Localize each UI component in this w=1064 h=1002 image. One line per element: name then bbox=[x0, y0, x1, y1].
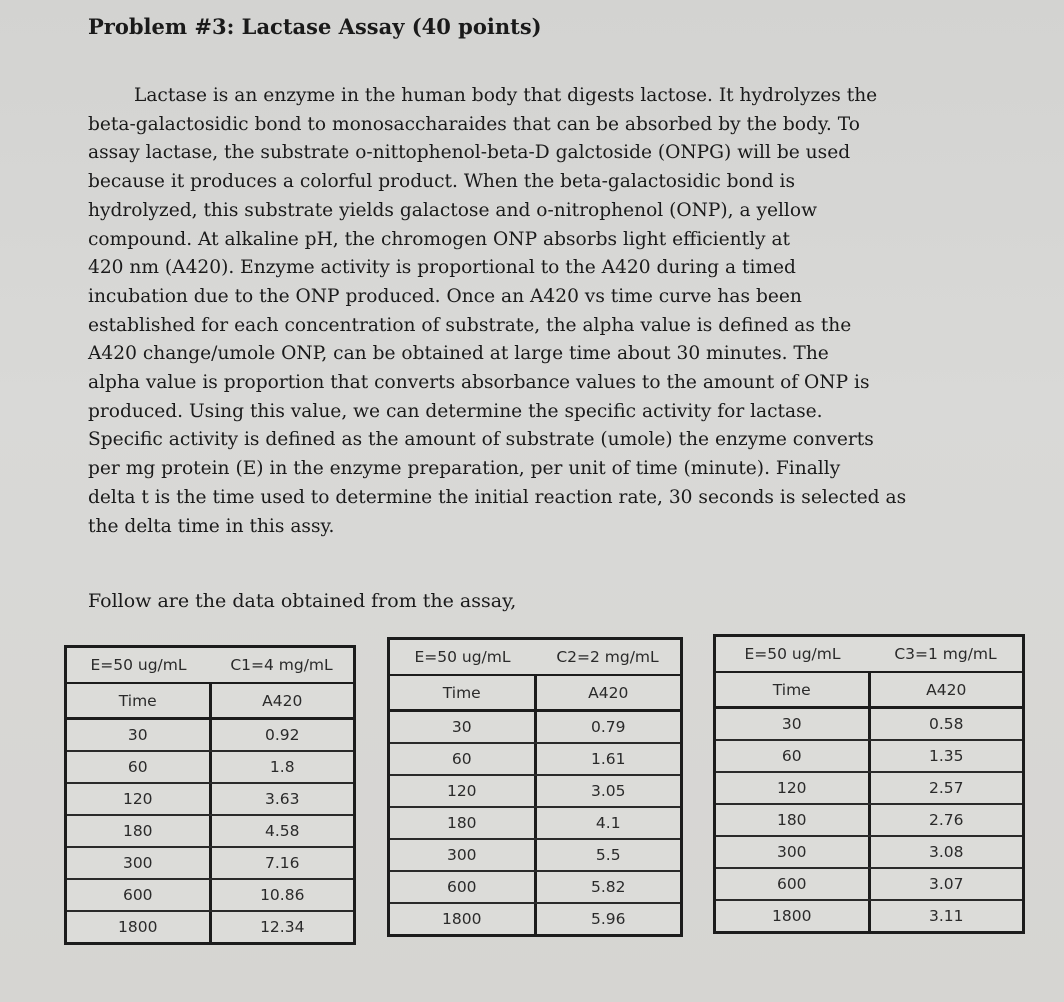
paragraph-line: the delta time in this assy. bbox=[88, 515, 335, 537]
column-header-a420: A420 bbox=[262, 691, 303, 710]
a420-cell: 3.05 bbox=[590, 782, 626, 800]
table-row bbox=[67, 848, 353, 880]
time-cell: 60 bbox=[390, 744, 537, 774]
time-cell: 600 bbox=[390, 872, 537, 902]
time-cell: 60 bbox=[716, 741, 871, 771]
follow-text: Follow are the data obtained from the assay, bbox=[88, 590, 517, 612]
paragraph-line: incubation due to the ONP produced. Once an A420 vs time curve has been bbox=[88, 285, 802, 307]
paragraph-line: hydrolyzed, this substrate yields galactose and o-nitrophenol (ONP), a yellow bbox=[88, 199, 817, 221]
a420-cell: 2.76 bbox=[928, 811, 964, 829]
a420-cell: 3.63 bbox=[264, 790, 300, 808]
concentration-label: C3=1 mg/mL bbox=[894, 645, 997, 663]
column-header-a420: A420 bbox=[588, 683, 629, 702]
time-cell: 60 bbox=[67, 752, 212, 782]
a420-cell: 12.34 bbox=[260, 918, 305, 936]
table-header bbox=[390, 640, 680, 676]
paragraph-line: because it produces a colorful product. When the beta-galactosidic bond is bbox=[88, 171, 796, 193]
time-cell: 30 bbox=[390, 712, 537, 742]
a420-cell: 3.07 bbox=[928, 875, 964, 893]
problem-paragraph bbox=[88, 82, 973, 541]
paragraph-line: A420 change/umole ONP, can be obtained at large time about 30 minutes. The bbox=[88, 343, 829, 365]
table-row bbox=[390, 744, 680, 776]
time-cell: 30 bbox=[67, 720, 212, 750]
table-row bbox=[390, 872, 680, 904]
time-cell: 180 bbox=[390, 808, 537, 838]
paragraph-line: established for each concentration of substrate, the alpha value is defined as the bbox=[88, 314, 852, 336]
time-cell: 1800 bbox=[390, 904, 537, 934]
time-cell: 1800 bbox=[716, 901, 871, 931]
table-header bbox=[716, 637, 1022, 673]
time-cell: 600 bbox=[716, 869, 871, 899]
table-row bbox=[390, 808, 680, 840]
paragraph-line: Specific activity is defined as the amount of substrate (umole) the enzyme converts bbox=[88, 429, 874, 451]
a420-cell: 0.92 bbox=[264, 726, 300, 744]
a420-cell: 5.5 bbox=[595, 846, 621, 864]
a420-cell: 1.35 bbox=[928, 747, 964, 765]
time-cell: 1800 bbox=[67, 912, 212, 942]
column-header-time: Time bbox=[716, 673, 871, 706]
a420-cell: 3.11 bbox=[928, 907, 964, 925]
time-cell: 300 bbox=[67, 848, 212, 878]
time-cell: 120 bbox=[716, 773, 871, 803]
problem-title: Problem #3: Lactase Assay (40 points) bbox=[88, 14, 542, 39]
table-row bbox=[390, 840, 680, 872]
column-headers bbox=[716, 673, 1022, 709]
a420-cell: 10.86 bbox=[260, 886, 305, 904]
data-table-c2 bbox=[387, 637, 683, 937]
a420-cell: 5.82 bbox=[590, 878, 626, 896]
table-row bbox=[67, 912, 353, 942]
table-row bbox=[67, 784, 353, 816]
time-cell: 120 bbox=[390, 776, 537, 806]
paragraph-line: alpha value is proportion that converts absorbance values to the amount of ONP is bbox=[88, 372, 870, 394]
table-row bbox=[716, 805, 1022, 837]
a420-cell: 1.61 bbox=[590, 750, 626, 768]
paragraph-line: per mg protein (E) in the enzyme preparation, per unit of time (minute). Finally bbox=[88, 458, 841, 480]
column-header-time: Time bbox=[67, 684, 212, 717]
table-row bbox=[390, 904, 680, 934]
data-table-c1 bbox=[64, 645, 356, 945]
data-table-c3 bbox=[713, 634, 1025, 934]
concentration-label: C1=4 mg/mL bbox=[230, 656, 333, 674]
table-row bbox=[67, 816, 353, 848]
table-header bbox=[67, 648, 353, 684]
table-row bbox=[716, 837, 1022, 869]
paragraph-line: 420 nm (A420). Enzyme activity is proportional to the A420 during a timed bbox=[88, 257, 796, 279]
time-cell: 300 bbox=[390, 840, 537, 870]
table-row bbox=[716, 869, 1022, 901]
paragraph-line: delta t is the time used to determine the initial reaction rate, 30 seconds is selected as bbox=[88, 486, 907, 508]
a420-cell: 2.57 bbox=[928, 779, 964, 797]
paragraph-line: beta-galactosidic bond to monosaccharaides that can be absorbed by the body. To bbox=[88, 113, 860, 135]
a420-cell: 4.58 bbox=[264, 822, 300, 840]
table-row bbox=[716, 709, 1022, 741]
concentration-label: C2=2 mg/mL bbox=[556, 648, 659, 666]
column-headers bbox=[67, 684, 353, 720]
time-cell: 180 bbox=[716, 805, 871, 835]
paragraph-line: assay lactase, the substrate o-nittophenol-beta-D galctoside (ONPG) will be used bbox=[88, 142, 851, 164]
time-cell: 30 bbox=[716, 709, 871, 739]
table-row bbox=[67, 880, 353, 912]
paragraph-line: Lactase is an enzyme in the human body that digests lactose. It hydrolyzes the bbox=[134, 85, 878, 106]
a420-cell: 5.96 bbox=[590, 910, 626, 928]
time-cell: 180 bbox=[67, 816, 212, 846]
time-cell: 600 bbox=[67, 880, 212, 910]
a420-cell: 7.16 bbox=[264, 854, 300, 872]
enzyme-label: E=50 ug/mL bbox=[744, 645, 841, 663]
column-header-a420: A420 bbox=[926, 680, 967, 699]
time-cell: 300 bbox=[716, 837, 871, 867]
table-row bbox=[67, 752, 353, 784]
table-row bbox=[716, 901, 1022, 931]
table-row bbox=[716, 741, 1022, 773]
time-cell: 120 bbox=[67, 784, 212, 814]
table-row bbox=[67, 720, 353, 752]
enzyme-label: E=50 ug/mL bbox=[414, 648, 511, 666]
a420-cell: 4.1 bbox=[595, 814, 621, 832]
table-row bbox=[716, 773, 1022, 805]
a420-cell: 3.08 bbox=[928, 843, 964, 861]
column-headers bbox=[390, 676, 680, 712]
enzyme-label: E=50 ug/mL bbox=[90, 656, 187, 674]
column-header-time: Time bbox=[390, 676, 537, 709]
table-row bbox=[390, 776, 680, 808]
paragraph-line: compound. At alkaline pH, the chromogen ONP absorbs light efficiently at bbox=[88, 228, 790, 250]
a420-cell: 0.58 bbox=[928, 715, 964, 733]
a420-cell: 0.79 bbox=[590, 718, 626, 736]
table-row bbox=[390, 712, 680, 744]
paragraph-line: produced. Using this value, we can determine the specific activity for lactase. bbox=[88, 400, 823, 422]
a420-cell: 1.8 bbox=[269, 758, 295, 776]
